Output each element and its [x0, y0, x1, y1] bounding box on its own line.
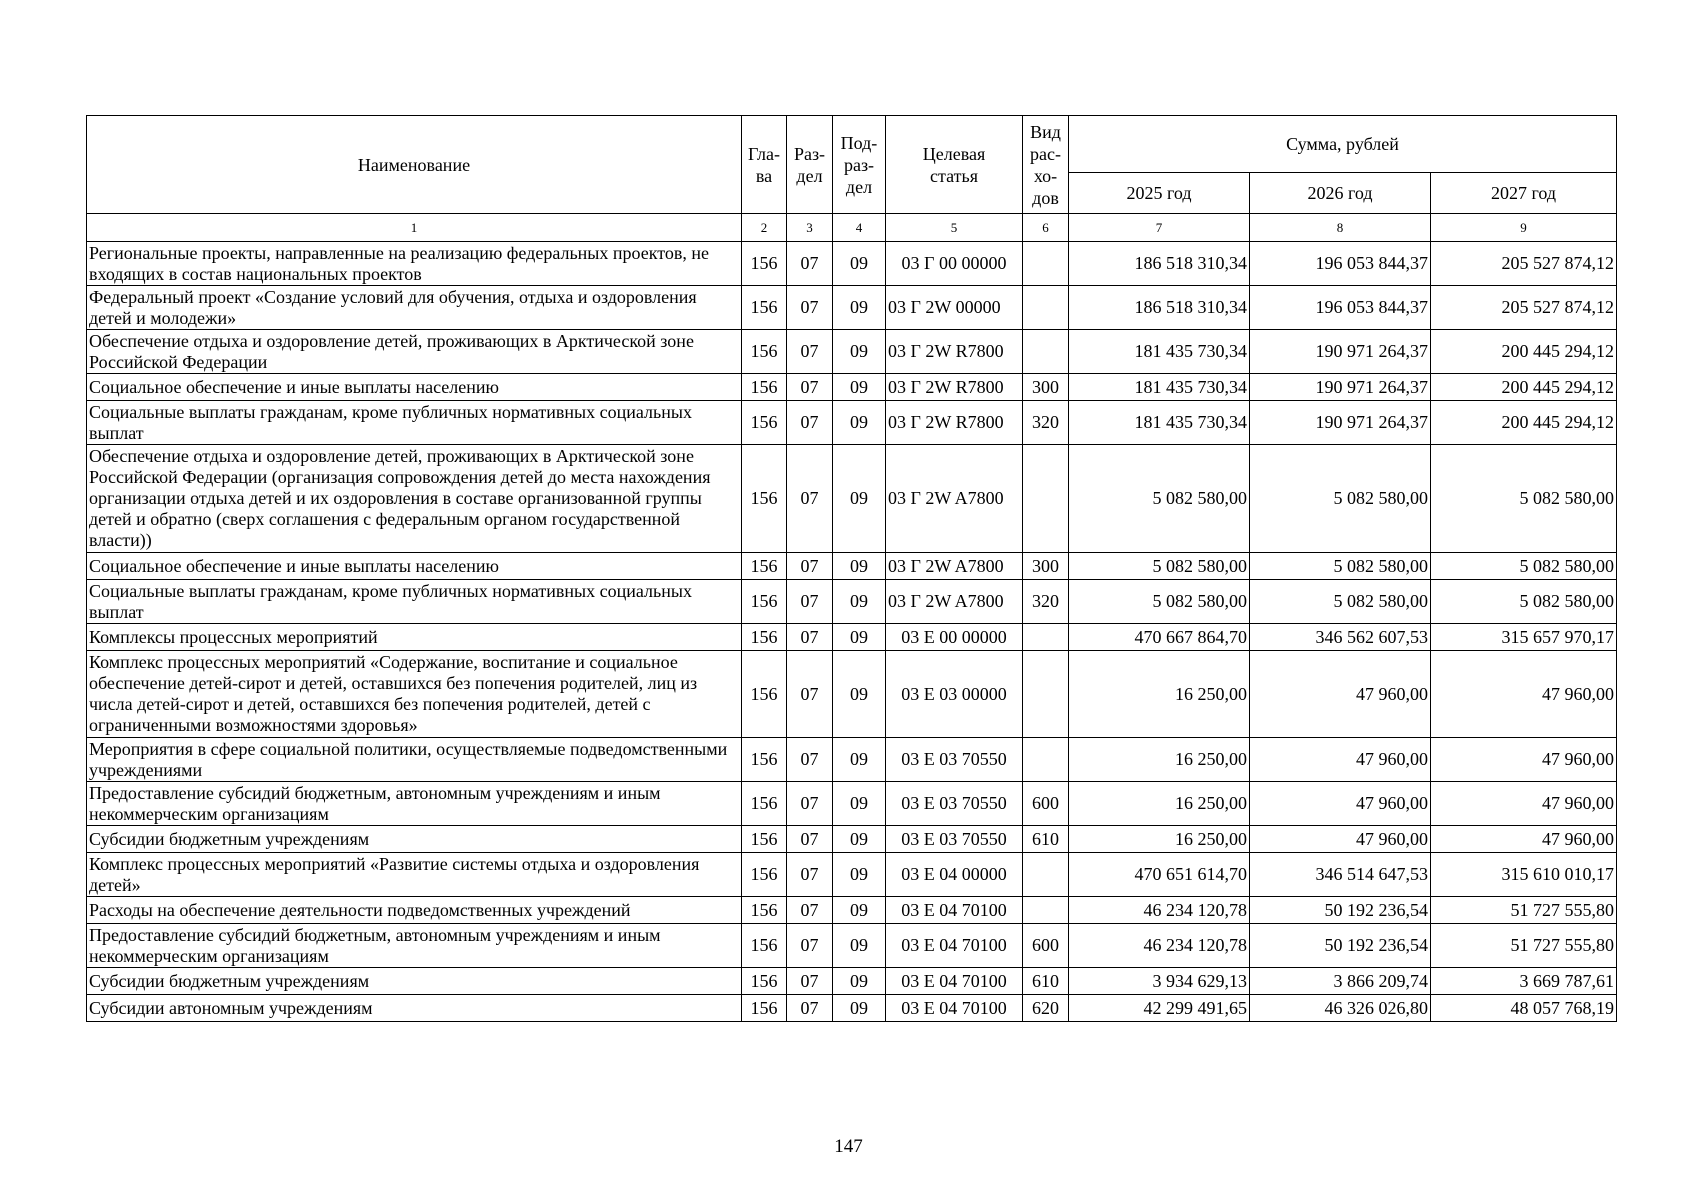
row-razdel: 07 [787, 401, 833, 445]
row-razdel: 07 [787, 553, 833, 580]
table-row [87, 782, 1617, 826]
row-glava: 156 [742, 651, 787, 738]
row-amount-2025: 3 934 629,13 [1069, 968, 1250, 995]
row-amount-2025: 181 435 730,34 [1069, 374, 1250, 401]
row-target-article: 03 Г 2W R7800 [886, 374, 1023, 401]
row-razdel: 07 [787, 651, 833, 738]
row-amount-2025: 186 518 310,34 [1069, 242, 1250, 286]
row-podrazdel: 09 [833, 826, 886, 853]
row-amount-2027: 205 527 874,12 [1431, 242, 1617, 286]
row-razdel: 07 [787, 624, 833, 651]
header-glava [742, 116, 787, 214]
row-amount-2025: 46 234 120,78 [1069, 924, 1250, 968]
row-target-article: 03 Г 2W R7800 [886, 401, 1023, 445]
table-row [87, 924, 1617, 968]
row-amount-2026: 50 192 236,54 [1250, 924, 1431, 968]
row-amount-2027: 200 445 294,12 [1431, 330, 1617, 374]
row-amount-2027: 315 610 010,17 [1431, 853, 1617, 897]
row-amount-2026: 190 971 264,37 [1250, 330, 1431, 374]
header-celevaya [886, 116, 1023, 214]
row-amount-2027: 47 960,00 [1431, 651, 1617, 738]
row-amount-2027: 5 082 580,00 [1431, 580, 1617, 624]
row-podrazdel: 09 [833, 995, 886, 1022]
table-row [87, 330, 1617, 374]
row-name: Социальное обеспечение и иные выплаты населению [87, 374, 742, 401]
row-amount-2026: 346 562 607,53 [1250, 624, 1431, 651]
header-year-2026: 2026 год [1250, 173, 1431, 214]
row-glava: 156 [742, 782, 787, 826]
row-podrazdel: 09 [833, 286, 886, 330]
row-amount-2025: 5 082 580,00 [1069, 445, 1250, 553]
row-podrazdel: 09 [833, 553, 886, 580]
row-amount-2027: 200 445 294,12 [1431, 374, 1617, 401]
row-expense-type: 620 [1023, 995, 1069, 1022]
row-target-article: 03 Е 04 70100 [886, 995, 1023, 1022]
row-razdel: 07 [787, 826, 833, 853]
column-number: 9 [1431, 214, 1617, 242]
row-podrazdel: 09 [833, 853, 886, 897]
row-expense-type: 600 [1023, 782, 1069, 826]
row-name: Комплекс процессных мероприятий «Содержание, воспитание и социальное обеспечение детей-сирот и детей, оставшихся без попечения родителей, лиц из числа детей-сирот и детей, оставшихся без попечения родителей, детей с ограниченными возможностями здоровья» [87, 651, 742, 738]
row-name: Обеспечение отдыха и оздоровление детей, проживающих в Арктической зоне Российской Федерации [87, 330, 742, 374]
row-amount-2027: 205 527 874,12 [1431, 286, 1617, 330]
row-amount-2025: 5 082 580,00 [1069, 580, 1250, 624]
row-name: Субсидии бюджетным учреждениям [87, 826, 742, 853]
row-razdel: 07 [787, 580, 833, 624]
row-podrazdel: 09 [833, 624, 886, 651]
row-target-article: 03 Е 04 70100 [886, 924, 1023, 968]
row-target-article: 03 Е 03 70550 [886, 826, 1023, 853]
row-target-article: 03 Е 04 70100 [886, 968, 1023, 995]
row-expense-type: 610 [1023, 826, 1069, 853]
header-year-2027: 2027 год [1431, 173, 1617, 214]
row-glava: 156 [742, 374, 787, 401]
column-numbers-row [87, 214, 1617, 242]
row-name: Предоставление субсидий бюджетным, автономным учреждениям и иным некоммерческим организациям [87, 924, 742, 968]
row-glava: 156 [742, 580, 787, 624]
row-amount-2025: 16 250,00 [1069, 651, 1250, 738]
header-celevaya-label: Целевая статья [922, 143, 986, 186]
row-amount-2025: 470 667 864,70 [1069, 624, 1250, 651]
header-podrazdel-label: Под- раз- дел [840, 132, 878, 197]
row-razdel: 07 [787, 330, 833, 374]
row-name: Социальные выплаты гражданам, кроме публичных нормативных социальных выплат [87, 401, 742, 445]
row-glava: 156 [742, 624, 787, 651]
table-row [87, 738, 1617, 782]
row-razdel: 07 [787, 782, 833, 826]
row-amount-2026: 190 971 264,37 [1250, 401, 1431, 445]
header-razdel [787, 116, 833, 214]
row-amount-2025: 42 299 491,65 [1069, 995, 1250, 1022]
row-amount-2025: 470 651 614,70 [1069, 853, 1250, 897]
row-target-article: 03 Е 03 00000 [886, 651, 1023, 738]
row-amount-2026: 346 514 647,53 [1250, 853, 1431, 897]
row-name: Региональные проекты, направленные на реализацию федеральных проектов, не входящих в состав национальных проектов [87, 242, 742, 286]
row-expense-type [1023, 624, 1069, 651]
table-row [87, 624, 1617, 651]
row-amount-2027: 5 082 580,00 [1431, 553, 1617, 580]
row-razdel: 07 [787, 242, 833, 286]
row-razdel: 07 [787, 445, 833, 553]
row-glava: 156 [742, 826, 787, 853]
row-expense-type [1023, 651, 1069, 738]
row-amount-2026: 196 053 844,37 [1250, 242, 1431, 286]
header-summa: Сумма, рублей [1069, 116, 1617, 173]
row-target-article: 03 Г 2W A7800 [886, 445, 1023, 553]
table-row [87, 374, 1617, 401]
row-expense-type: 610 [1023, 968, 1069, 995]
row-target-article: 03 Г 2W A7800 [886, 580, 1023, 624]
table-row [87, 995, 1617, 1022]
row-podrazdel: 09 [833, 242, 886, 286]
row-expense-type [1023, 330, 1069, 374]
row-glava: 156 [742, 968, 787, 995]
row-expense-type: 320 [1023, 580, 1069, 624]
row-name: Комплекс процессных мероприятий «Развитие системы отдыха и оздоровления детей» [87, 853, 742, 897]
header-razdel-label: Раз- дел [793, 143, 826, 186]
row-razdel: 07 [787, 853, 833, 897]
column-number: 8 [1250, 214, 1431, 242]
row-amount-2026: 5 082 580,00 [1250, 580, 1431, 624]
header-vid-label: Вид рас- хо- дов [1030, 121, 1061, 208]
table-row [87, 968, 1617, 995]
row-razdel: 07 [787, 924, 833, 968]
row-name: Субсидии бюджетным учреждениям [87, 968, 742, 995]
row-amount-2025: 46 234 120,78 [1069, 897, 1250, 924]
column-number: 6 [1023, 214, 1069, 242]
row-amount-2027: 51 727 555,80 [1431, 924, 1617, 968]
row-amount-2026: 47 960,00 [1250, 782, 1431, 826]
header-row [87, 116, 1617, 173]
row-podrazdel: 09 [833, 897, 886, 924]
row-podrazdel: 09 [833, 738, 886, 782]
row-glava: 156 [742, 995, 787, 1022]
row-amount-2025: 16 250,00 [1069, 738, 1250, 782]
row-podrazdel: 09 [833, 782, 886, 826]
row-target-article: 03 Е 00 00000 [886, 624, 1023, 651]
table-row [87, 242, 1617, 286]
row-name: Социальные выплаты гражданам, кроме публичных нормативных социальных выплат [87, 580, 742, 624]
row-name: Предоставление субсидий бюджетным, автономным учреждениям и иным некоммерческим организациям [87, 782, 742, 826]
row-amount-2027: 3 669 787,61 [1431, 968, 1617, 995]
row-name: Расходы на обеспечение деятельности подведомственных учреждений [87, 897, 742, 924]
row-podrazdel: 09 [833, 330, 886, 374]
row-target-article: 03 Г 2W R7800 [886, 330, 1023, 374]
row-amount-2026: 50 192 236,54 [1250, 897, 1431, 924]
row-target-article: 03 Е 04 70100 [886, 897, 1023, 924]
row-glava: 156 [742, 242, 787, 286]
header-podrazdel [833, 116, 886, 214]
row-amount-2025: 16 250,00 [1069, 826, 1250, 853]
row-razdel: 07 [787, 286, 833, 330]
row-expense-type [1023, 853, 1069, 897]
table-row [87, 651, 1617, 738]
row-amount-2027: 47 960,00 [1431, 782, 1617, 826]
row-razdel: 07 [787, 968, 833, 995]
row-glava: 156 [742, 924, 787, 968]
row-glava: 156 [742, 286, 787, 330]
row-podrazdel: 09 [833, 924, 886, 968]
row-razdel: 07 [787, 995, 833, 1022]
table-row [87, 553, 1617, 580]
row-glava: 156 [742, 445, 787, 553]
row-glava: 156 [742, 738, 787, 782]
row-target-article: 03 Е 03 70550 [886, 782, 1023, 826]
row-target-article: 03 Г 00 00000 [886, 242, 1023, 286]
row-amount-2027: 48 057 768,19 [1431, 995, 1617, 1022]
row-expense-type [1023, 738, 1069, 782]
row-amount-2027: 51 727 555,80 [1431, 897, 1617, 924]
table-row [87, 897, 1617, 924]
row-podrazdel: 09 [833, 374, 886, 401]
table-row [87, 286, 1617, 330]
row-amount-2026: 46 326 026,80 [1250, 995, 1431, 1022]
row-amount-2026: 47 960,00 [1250, 651, 1431, 738]
row-expense-type [1023, 286, 1069, 330]
row-name: Социальное обеспечение и иные выплаты населению [87, 553, 742, 580]
row-expense-type [1023, 897, 1069, 924]
table-row [87, 826, 1617, 853]
row-name: Комплексы процессных мероприятий [87, 624, 742, 651]
row-glava: 156 [742, 897, 787, 924]
row-expense-type [1023, 445, 1069, 553]
row-podrazdel: 09 [833, 401, 886, 445]
header-vid [1023, 116, 1069, 214]
row-name: Мероприятия в сфере социальной политики, осуществляемые подведомственными учреждениями [87, 738, 742, 782]
column-number: 2 [742, 214, 787, 242]
column-number: 5 [886, 214, 1023, 242]
row-amount-2025: 5 082 580,00 [1069, 553, 1250, 580]
row-amount-2027: 47 960,00 [1431, 738, 1617, 782]
row-amount-2026: 47 960,00 [1250, 738, 1431, 782]
row-expense-type: 300 [1023, 374, 1069, 401]
column-number: 3 [787, 214, 833, 242]
row-razdel: 07 [787, 897, 833, 924]
table-row [87, 580, 1617, 624]
row-target-article: 03 Е 04 00000 [886, 853, 1023, 897]
column-number: 7 [1069, 214, 1250, 242]
row-amount-2027: 315 657 970,17 [1431, 624, 1617, 651]
table-row [87, 853, 1617, 897]
row-amount-2026: 196 053 844,37 [1250, 286, 1431, 330]
row-target-article: 03 Е 03 70550 [886, 738, 1023, 782]
row-name: Субсидии автономным учреждениям [87, 995, 742, 1022]
row-razdel: 07 [787, 374, 833, 401]
row-amount-2026: 190 971 264,37 [1250, 374, 1431, 401]
row-target-article: 03 Г 2W A7800 [886, 553, 1023, 580]
row-name: Федеральный проект «Создание условий для обучения, отдыха и оздоровления детей и молодежи» [87, 286, 742, 330]
header-glava-label: Гла- ва [747, 143, 781, 186]
page-number: 147 [834, 1136, 863, 1157]
row-glava: 156 [742, 853, 787, 897]
row-podrazdel: 09 [833, 580, 886, 624]
table-body [87, 242, 1617, 1022]
row-glava: 156 [742, 330, 787, 374]
header-year-2025: 2025 год [1069, 173, 1250, 214]
budget-table [86, 115, 1617, 1022]
table-row [87, 401, 1617, 445]
row-glava: 156 [742, 553, 787, 580]
row-glava: 156 [742, 401, 787, 445]
row-amount-2026: 47 960,00 [1250, 826, 1431, 853]
row-amount-2025: 16 250,00 [1069, 782, 1250, 826]
table-row [87, 445, 1617, 553]
column-number: 1 [87, 214, 742, 242]
row-amount-2026: 3 866 209,74 [1250, 968, 1431, 995]
row-amount-2027: 47 960,00 [1431, 826, 1617, 853]
column-number: 4 [833, 214, 886, 242]
row-name: Обеспечение отдыха и оздоровление детей, проживающих в Арктической зоне Российской Федерации (организация сопровождения детей до места нахождения организации отдыха детей и их оздоровления в составе организованной группы детей и обратно (сверх соглашения с федеральным органом государственной власти)) [87, 445, 742, 553]
row-expense-type [1023, 242, 1069, 286]
row-podrazdel: 09 [833, 445, 886, 553]
row-expense-type: 320 [1023, 401, 1069, 445]
row-target-article: 03 Г 2W 00000 [886, 286, 1023, 330]
row-expense-type: 300 [1023, 553, 1069, 580]
row-amount-2025: 186 518 310,34 [1069, 286, 1250, 330]
row-podrazdel: 09 [833, 968, 886, 995]
row-expense-type: 600 [1023, 924, 1069, 968]
row-amount-2026: 5 082 580,00 [1250, 445, 1431, 553]
row-amount-2025: 181 435 730,34 [1069, 401, 1250, 445]
row-amount-2026: 5 082 580,00 [1250, 553, 1431, 580]
row-amount-2025: 181 435 730,34 [1069, 330, 1250, 374]
header-name: Наименование [87, 116, 742, 214]
row-amount-2027: 200 445 294,12 [1431, 401, 1617, 445]
row-podrazdel: 09 [833, 651, 886, 738]
row-amount-2027: 5 082 580,00 [1431, 445, 1617, 553]
row-razdel: 07 [787, 738, 833, 782]
